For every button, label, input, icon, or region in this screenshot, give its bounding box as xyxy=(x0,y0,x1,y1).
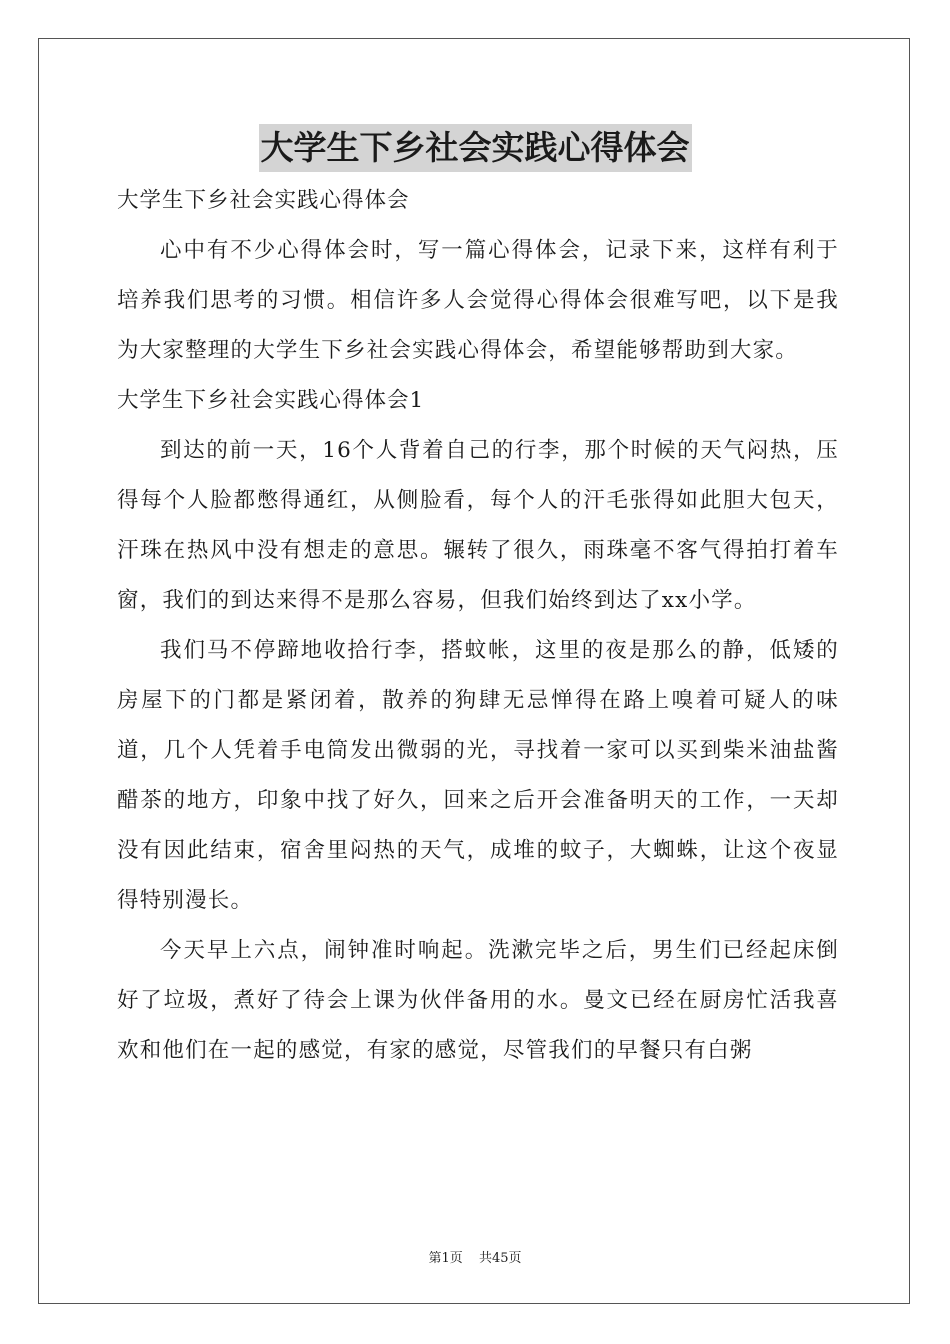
title-container xyxy=(0,124,950,172)
intro-paragraph: 心中有不少心得体会时，写一篇心得体会，记录下来，这样有利于培养我们思考的习惯。相信许多人会觉得心得体会很难写吧，以下是我为大家整理的大学生下乡社会实践心得体会，希望能够帮助到大家。 xyxy=(117,238,839,363)
section-heading: 大学生下乡社会实践心得体会1 xyxy=(117,388,425,413)
page-number: 第1页 xyxy=(428,1251,463,1266)
document-title: 大学生下乡社会实践心得体会 xyxy=(259,124,692,172)
page-footer xyxy=(0,1247,950,1266)
subtitle-line: 大学生下乡社会实践心得体会 xyxy=(117,188,410,213)
page-total: 共45页 xyxy=(478,1251,522,1266)
body-paragraph: 今天早上六点，闹钟准时响起。洗漱完毕之后，男生们已经起床倒好了垃圾，煮好了待会上课为伙伴备用的水。曼文已经在厨房忙活我喜欢和他们在一起的感觉，有家的感觉，尽管我们的早餐只有白粥 xyxy=(117,938,839,1063)
body-paragraph: 到达的前一天，16个人背着自己的行李，那个时候的天气闷热，压得每个人脸都憋得通红，从侧脸看，每个人的汗毛张得如此胆大包天，汗珠在热风中没有想走的意思。辗转了很久，雨珠毫不客气得拍打着车窗，我们的到达来得不是那么容易，但我们始终到达了xx小学。 xyxy=(117,438,839,613)
document-body xyxy=(117,176,839,1076)
body-paragraph: 我们马不停蹄地收拾行李，搭蚊帐，这里的夜是那么的静，低矮的房屋下的门都是紧闭着，散养的狗肆无忌惮得在路上嗅着可疑人的味道，几个人凭着手电筒发出微弱的光，寻找着一家可以买到柴米油盐酱醋茶的地方，印象中找了好久，回来之后开会准备明天的工作，一天却没有因此结束，宿舍里闷热的天气，成堆的蚊子，大蜘蛛，让这个夜显得特别漫长。 xyxy=(117,638,839,913)
